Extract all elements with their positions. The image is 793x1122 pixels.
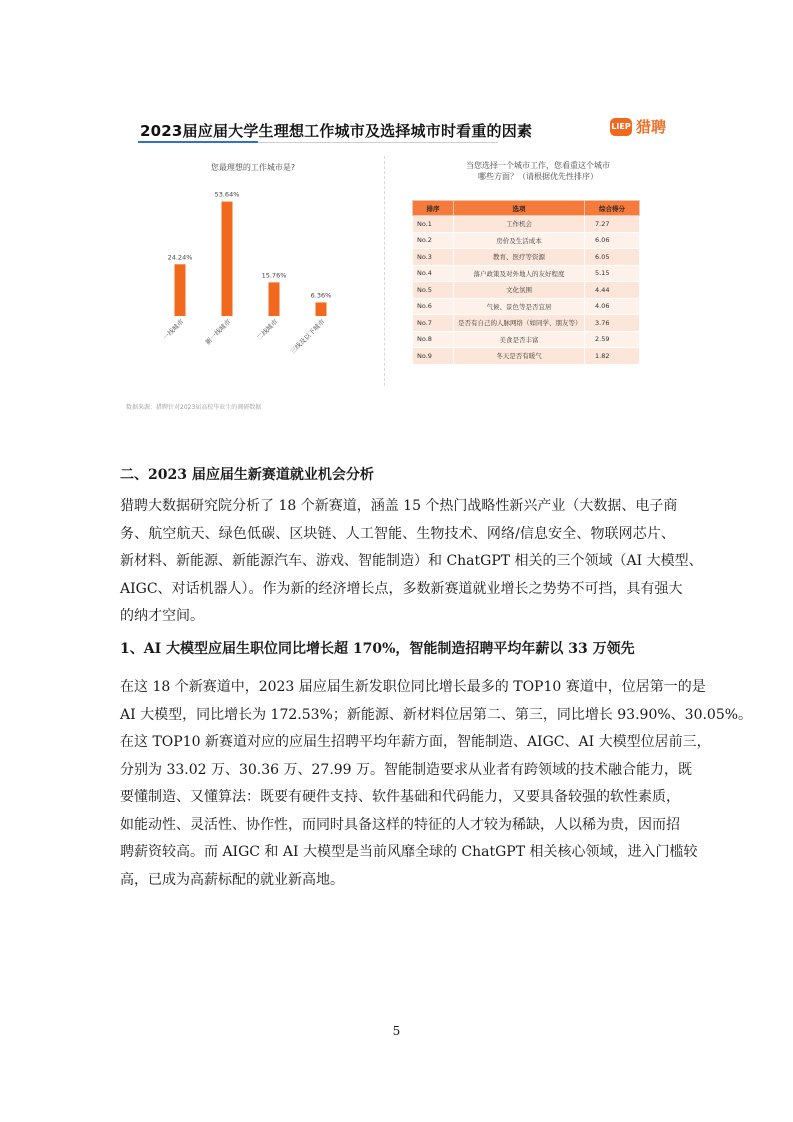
- bar-value-label: 24.24%: [167, 253, 193, 262]
- rank-cell: No.2: [413, 232, 454, 249]
- table-row: [413, 282, 640, 299]
- score-cell: 4.44: [585, 282, 640, 299]
- score-cell: 5.15: [585, 265, 640, 282]
- figure-title: 2023届应届大学生理想工作城市及选择城市时看重的因素: [140, 122, 533, 140]
- table-row: [413, 216, 640, 233]
- paragraph-line: 在这 18 个新赛道中，2023 届应届生新发职位同比增长最多的 TOP10 赛道中，位居第一的是: [120, 679, 706, 695]
- bar-2: [269, 282, 280, 316]
- rank-cell: No.4: [413, 265, 454, 282]
- bar-category-label: 新一线城市: [203, 317, 233, 347]
- bar-category-label: 一线城市: [161, 317, 186, 342]
- score-cell: 6.05: [585, 249, 640, 266]
- score-cell: 6.06: [585, 232, 640, 249]
- table-row: [413, 265, 640, 282]
- data-source-note: 数据来源：猎聘针对2023届高校毕业生的调研数据: [126, 404, 262, 411]
- panel-divider: [384, 156, 385, 386]
- score-cell: 3.76: [585, 315, 640, 332]
- option-cell: 工作机会: [454, 216, 585, 233]
- header-option: 选项: [454, 201, 585, 216]
- rank-cell: No.5: [413, 282, 454, 299]
- bar-category-label: 三线及以下城市: [288, 317, 327, 356]
- table-row: [413, 298, 640, 315]
- paragraph-line: AIGC、对话机器人）。作为新的经济增长点，多数新赛道就业增长之势势不可挡，具有强大: [120, 580, 683, 597]
- score-cell: 1.82: [585, 348, 640, 365]
- option-cell: 教育、医疗等资源: [454, 249, 585, 266]
- header-rank: 排序: [413, 201, 454, 216]
- option-cell: 文化氛围: [454, 282, 585, 299]
- ideal-city-bar-chart: [146, 174, 376, 394]
- rank-cell: No.7: [413, 315, 454, 332]
- bar-1: [222, 202, 233, 316]
- paragraph-line: 新材料、新能源、新能源汽车、游戏、智能制造）和 ChatGPT 相关的三个领域（AI 大模型、: [120, 553, 703, 569]
- paragraph-line: AI 大模型，同比增长为 172.53%；新能源、新材料位居第二、第三，同比增长 93.90%、30.05%。: [120, 706, 753, 723]
- table-row: [413, 348, 640, 365]
- paragraph-line: 要懂制造、又懂算法：既要有硬件支持、软件基础和代码能力，又要具备较强的软性素质，: [120, 789, 680, 805]
- option-cell: 是否有自己的人脉网络（如同学、朋友等）: [454, 315, 585, 332]
- ranking-table-title-line1: 当您选择一个城市工作，您看重这个城市: [466, 161, 610, 170]
- bar-3: [316, 302, 327, 316]
- table-header-row: [413, 201, 640, 216]
- liepin-logo-text: 猎聘: [635, 118, 666, 136]
- liepin-logo: [610, 116, 666, 137]
- section-heading: 二、2023 届应届生新赛道就业机会分析: [120, 467, 374, 483]
- score-cell: 4.06: [585, 298, 640, 315]
- bar-chart-title: 您最理想的工作城市是?: [210, 163, 296, 172]
- rank-cell: No.6: [413, 298, 454, 315]
- paragraph-line: 高，已成为高薪标配的就业新高地。: [120, 871, 344, 888]
- paragraph-line: 如能动性、灵活性、协作性，而同时具备这样的特征的人才较为稀缺，人以稀为贵，因而招: [120, 816, 680, 833]
- paragraph-line: 聘薪资较高。而 AIGC 和 AI 大模型是当前风靡全球的 ChatGPT 相关核心领域，进入门槛较: [120, 844, 698, 860]
- page-number: 5: [392, 1024, 401, 1038]
- paragraph-line: 的纳才空间。: [120, 608, 204, 624]
- option-cell: 冬天是否有暖气: [454, 348, 585, 365]
- paragraph-line: 在这 TOP10 新赛道对应的应届生招聘平均年薪方面，智能制造、AIGC、AI 大模型位居前三，: [120, 734, 711, 750]
- title-underline-accent: [138, 141, 258, 143]
- score-cell: 2.59: [585, 331, 640, 348]
- table-row: [413, 315, 640, 332]
- paragraph-line: 分别为 33.02 万、30.36 万、27.99 万。智能制造要求从业者有跨领域的技术融合能力，既: [120, 761, 693, 778]
- subsection-heading: 1、AI 大模型应届生职位同比增长超 170%，智能制造招聘平均年薪以 33 万领先: [120, 641, 635, 657]
- header-score: 综合得分: [585, 201, 640, 216]
- bar-value-label: 15.76%: [261, 271, 287, 280]
- bar-0: [175, 264, 186, 316]
- option-cell: 落户政策及对外地人的友好程度: [454, 265, 585, 282]
- table-row: [413, 331, 640, 348]
- city-factor-ranking-table: [412, 200, 640, 365]
- table-row: [413, 232, 640, 249]
- liepin-logo-icon: LIEP: [610, 118, 632, 136]
- paragraph-line: 猎聘大数据研究院分析了 18 个新赛道，涵盖 15 个热门战略性新兴产业（大数据、电子商: [120, 498, 678, 514]
- paragraph-line: 务、航空航天、绿色低碳、区块链、人工智能、生物技术、网络/信息安全、物联网芯片、: [120, 525, 675, 542]
- option-cell: 房价及生活成本: [454, 232, 585, 249]
- rank-cell: No.3: [413, 249, 454, 266]
- table-row: [413, 249, 640, 266]
- bar-value-label: 6.36%: [310, 291, 332, 300]
- rank-cell: No.9: [413, 348, 454, 365]
- score-cell: 7.27: [585, 216, 640, 233]
- ranking-table-title: [418, 160, 658, 182]
- ranking-table-title-line2: 哪些方面？（请根据优先性排序）: [478, 172, 598, 181]
- rank-cell: No.8: [413, 331, 454, 348]
- bar-category-label: 二线城市: [255, 317, 280, 342]
- option-cell: 美食是否丰富: [454, 331, 585, 348]
- bar-value-label: 53.64%: [214, 190, 240, 199]
- infographic-figure: [118, 104, 674, 420]
- option-cell: 气候、景色等是否宜居: [454, 298, 585, 315]
- paragraph-new-tracks: [120, 493, 703, 631]
- rank-cell: No.1: [413, 216, 454, 233]
- paragraph-ai-growth: [120, 674, 753, 894]
